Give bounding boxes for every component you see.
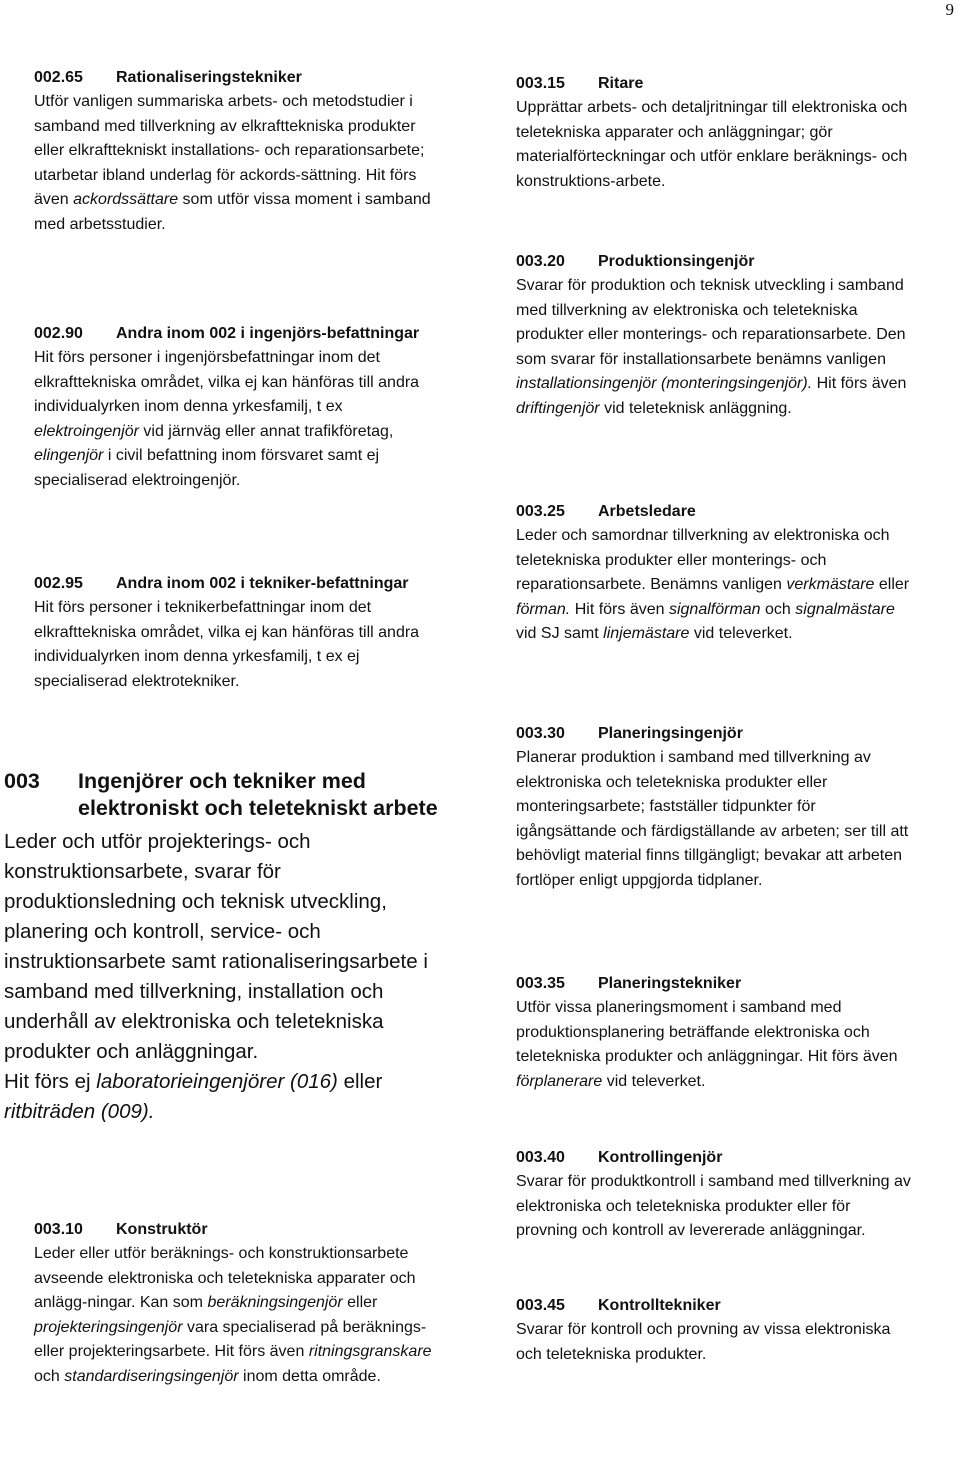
entry-text: Utför vissa planeringsmoment i samband med produktionsplanering beträffande elektroniska och teletekniska produkter och anläggningar. Hit förs även förplanerare vid televerket. (516, 999, 898, 1090)
entry-text: Svarar för kontroll och provning av vissa elektroniska och teletekniska produkter. (516, 1321, 891, 1363)
entry-text: Hit förs personer i teknikerbefattningar inom det elkrafttekniska området, vilka ej kan hänföras till andra individualyrken inom denna yrkesfamilj, t ex ej specialiserad elektrotekniker. (34, 599, 420, 690)
entry-title: Andra inom 002 i tekniker-befattningar (116, 575, 409, 592)
entry-heading (516, 722, 916, 746)
entry-code: 002.65 (34, 69, 83, 86)
entry-text: Svarar för produktion och teknisk utveckling i samband med tillverkning av elektroniska och teletekniska produkter eller monterings- och reparationsarbete. Den som svarar för installationsarbete benämns vanligen installationsingenjör (monteringsingenjör). Hit förs även driftingenjör vid teleteknisk anläggning. (516, 277, 907, 417)
entry-heading (516, 1146, 916, 1170)
entry-002-95 (34, 572, 434, 694)
entry-003-30 (516, 722, 916, 894)
entry-003-35 (516, 972, 916, 1094)
entry-003-20 (516, 250, 916, 422)
entry-002-65 (34, 66, 434, 238)
entry-code: 003.15 (516, 75, 565, 92)
entry-code: 002.95 (34, 575, 83, 592)
section-text: Leder och utför projekterings- och konstruktionsarbete, svarar för produktionsledning och teknisk utveckling, planering och kontroll, service- och instruktionsarbete samt rationaliseringsarbete i samband med tillverkning, installation och underhåll av elektroniska och teletekniska produkter och anläggningar. (4, 830, 428, 1063)
entry-code: 003.35 (516, 975, 565, 992)
section-heading (4, 768, 444, 822)
entry-text: Utför vanligen summariska arbets- och metodstudier i samband med tillverkning av elkrafttekniska produkter eller elkrafttekniskt installations- och reparationsarbete; utarbetar ibland underlag för ackords-sättning. Hit förs även ackordssättare som utför vissa moment i samband med arbetsstudier. (34, 93, 431, 233)
entry-code: 003.40 (516, 1149, 565, 1166)
entry-code: 003.25 (516, 503, 565, 520)
section-title: Ingenjörer och tekniker med elektroniskt och teletekniskt arbete (78, 769, 438, 820)
section-code: 003 (4, 769, 40, 793)
entry-heading (34, 322, 434, 346)
entry-text: Leder eller utför beräknings- och konstruktionsarbete avseende elektroniska och teletekniska apparater och anlägg-ningar. Kan som beräkningsingenjör eller projekteringsingenjör vara specialiserad på beräknings- eller projekteringsarbete. Hit förs även ritningsgranskare och standardiseringsingenjör inom detta område. (34, 1245, 432, 1385)
entry-title: Konstruktör (116, 1221, 208, 1238)
entry-code: 003.20 (516, 253, 565, 270)
entry-title: Andra inom 002 i ingenjörs-befattningar (116, 325, 420, 342)
entry-heading (516, 972, 916, 996)
entry-003-15 (516, 72, 916, 194)
entry-003-40 (516, 1146, 916, 1244)
entry-heading (516, 250, 916, 274)
entry-title: Produktionsingenjör (598, 253, 755, 270)
entry-code: 003.30 (516, 725, 565, 742)
entry-003-25 (516, 500, 916, 647)
section-003 (4, 768, 444, 1127)
entry-heading (34, 66, 434, 90)
entry-002-90 (34, 322, 434, 494)
entry-text: Leder och samordnar tillverkning av elektroniska och teletekniska produkter eller monterings- och reparationsarbete. Benämns vanligen verkmästare eller förman. Hit förs även signalförman och signalmästare vid SJ samt linjemästare vid televerket. (516, 527, 910, 643)
entry-code: 002.90 (34, 325, 83, 342)
page-number: 9 (945, 0, 954, 19)
entry-003-45 (516, 1294, 916, 1367)
entry-title: Kontrolltekniker (598, 1297, 721, 1314)
entry-heading (516, 1294, 916, 1318)
entry-text: Planerar produktion i samband med tillverkning av elektroniska och teletekniska produkter eller monteringsarbete; fastställer tidpunkter för igångsättande och färdigställande av arbeten; ser till att behövligt material finns tillgängligt; bevakar att arbeten fortlöper enligt uppgjorda tidplaner. (516, 749, 909, 889)
entry-title: Planeringsingenjör (598, 725, 743, 742)
entry-code: 003.10 (34, 1221, 83, 1238)
entry-heading (516, 500, 916, 524)
entry-heading (34, 1218, 434, 1242)
entry-text: Svarar för produktkontroll i samband med tillverkning av elektroniska och teletekniska produkter eller för provning och kontroll av levererade anläggningar. (516, 1173, 911, 1240)
entry-text: Upprättar arbets- och detaljritningar till elektroniska och teletekniska apparater och anläggningar; gör materialförteckningar och utför enklare beräknings- och konstruktions-arbete. (516, 99, 908, 190)
entry-title: Arbetsledare (598, 503, 696, 520)
entry-title: Planeringstekniker (598, 975, 742, 992)
section-note: Hit förs ej laboratorieingenjörer (016) eller ritbiträden (009). (4, 1070, 383, 1123)
entry-text: Hit förs personer i ingenjörsbefattningar inom det elkrafttekniska området, vilka ej kan hänföras till andra individualyrken inom denna yrkesfamilj, t ex elektroingenjör vid järnväg eller annat trafikföretag, elingenjör i civil befattning inom försvaret samt ej specialiserad elektroingenjör. (34, 349, 420, 489)
entry-title: Rationaliseringstekniker (116, 69, 302, 86)
entry-code: 003.45 (516, 1297, 565, 1314)
entry-003-10 (34, 1218, 434, 1390)
entry-heading (516, 72, 916, 96)
entry-title: Ritare (598, 75, 644, 92)
entry-title: Kontrollingenjör (598, 1149, 723, 1166)
entry-heading (34, 572, 434, 596)
